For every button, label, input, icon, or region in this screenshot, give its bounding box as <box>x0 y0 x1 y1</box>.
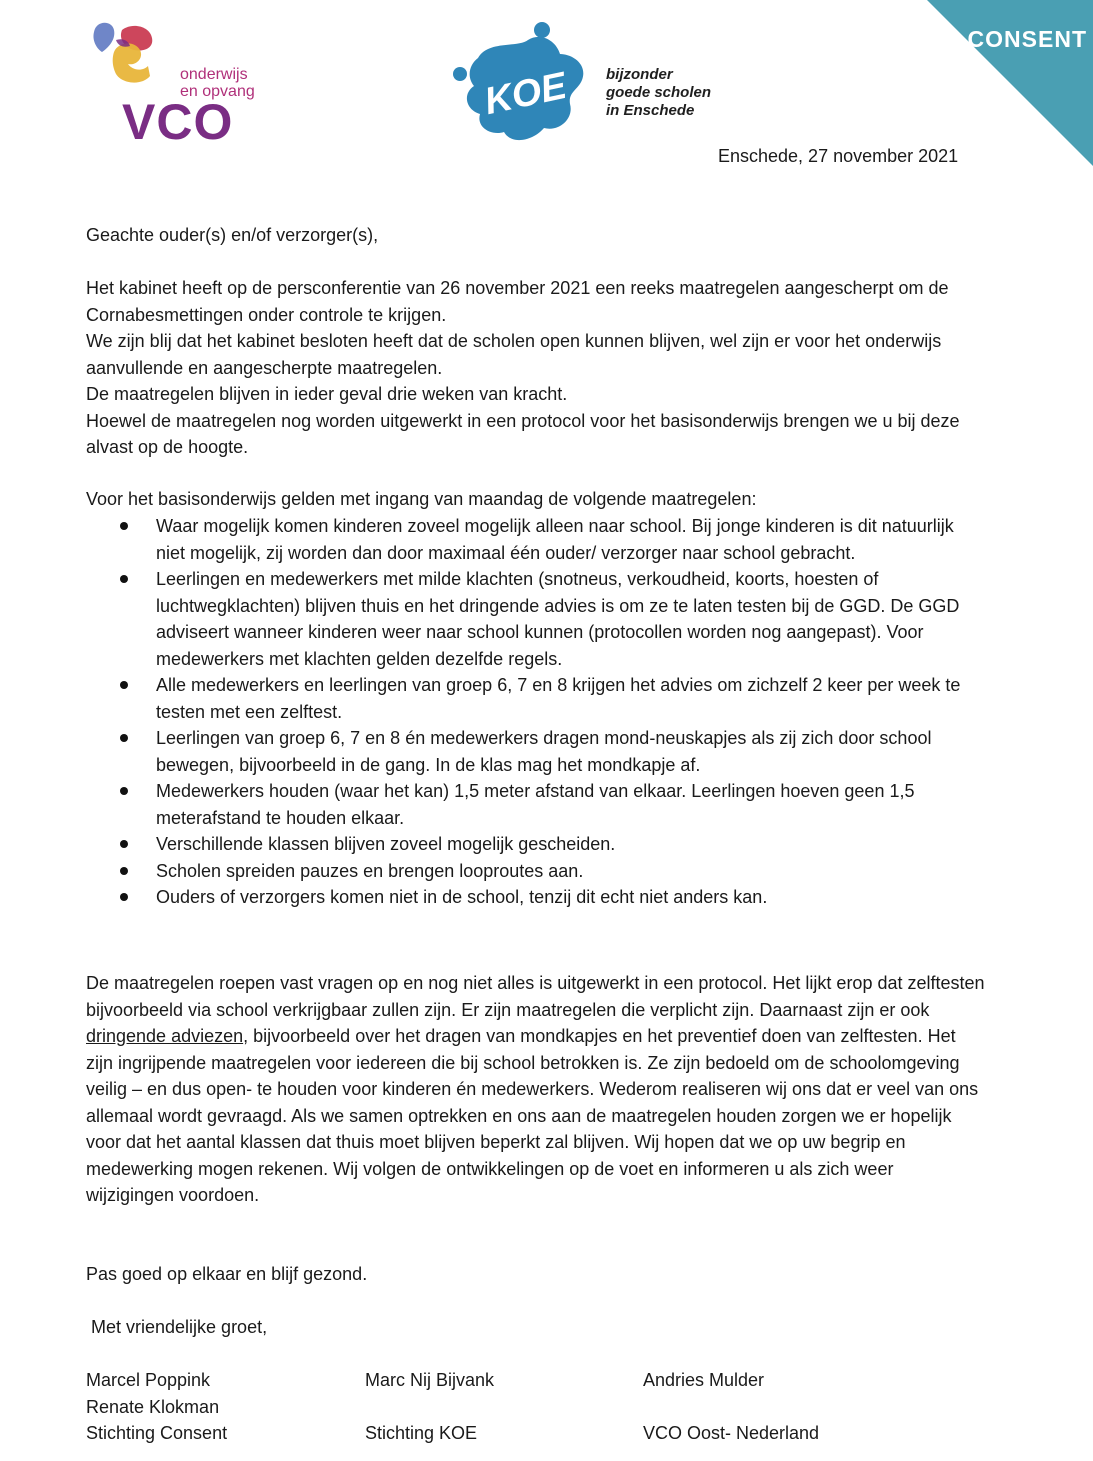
measure-item: Leerlingen en medewerkers met milde klachten (snotneus, verkoudheid, koorts, hoesten of luchtwegklachten) blijven thuis en het dringende advies is om ze te laten testen bij de GGD. De GGD adviseert wanneer kinderen weer naar school kunnen (protocollen worden nog aangepast). Voor medewerkers met klachten gelden dezelfde regels. <box>86 566 986 672</box>
signatory-name: Andries Mulder <box>643 1370 765 1390</box>
signatory-koe <box>365 1367 494 1447</box>
measure-item: Waar mogelijk komen kinderen zoveel mogelijk alleen naar school. Bij jonge kinderen is dit natuurlijk niet mogelijk, zij worden dan door maximaal één ouder/ verzorger naar school gebracht. <box>86 513 986 566</box>
measure-item: Leerlingen van groep 6, 7 en 8 én medewerkers dragen mond-neuskapjes als zij zich door school bewegen, bijvoorbeeld in de gang. In de klas mag het mondkapje af. <box>86 725 986 778</box>
signatory-vco <box>643 1367 819 1447</box>
measure-item: Medewerkers houden (waar het kan) 1,5 meter afstand van elkaar. Leerlingen hoeven geen 1,5 meterafstand te houden elkaar. <box>86 778 986 831</box>
bullet-icon <box>120 681 128 689</box>
closing-paragraph: De maatregelen roepen vast vragen op en nog niet alles is uitgewerkt in een protocol. Het lijkt erop dat zelftesten bijvoorbeeld via school verkrijgbaar zullen zijn. Er zijn maatregelen die verplicht zijn. Daarnaast zijn er ook dringende adviezen, bijvoorbeeld over het dragen van mondkapjes en het preventief doen van zelftesten. Het zijn ingrijpende maatregelen voor iedereen die bij school betrokken is. Ze zijn bedoeld om de schoolomgeving veilig – en dus open- te houden voor kinderen én medewerkers. Wederom realiseren wij ons dat er veel van ons allemaal wordt gevraagd. Als we samen optrekken en ons aan de maatregelen houden zorgen we er hopelijk voor dat het aantal klassen dat thuis moet blijven beperkt zal blijven. Wij hopen dat we op uw begrip en medewerking mogen rekenen. Wij volgen de ontwikkelingen op de voet en informeren u als zich weer wijzigingen voordoen. <box>86 973 985 1205</box>
intro-paragraph: Hoewel de maatregelen nog worden uitgewerkt in een protocol voor het basisonderwijs brengen we u bij deze alvast op de hoogte. <box>86 410 960 457</box>
intro-paragraph: We zijn blij dat het kabinet besloten heeft dat de scholen open kunnen blijven, wel zijn er voor het onderwijs aanvullende en aangescherpte maatregelen. <box>86 331 942 378</box>
bullet-icon <box>120 522 128 530</box>
koe-tagline: bijzonder goede scholen in Enschede <box>606 66 712 119</box>
koe-badge-text: KOE <box>480 64 571 124</box>
measure-item: Alle medewerkers en leerlingen van groep 6, 7 en 8 krijgen het advies om zichzelf 2 keer per week te testen met een zelftest. <box>86 672 986 725</box>
consent-corner-text: CONSENT <box>967 26 1087 52</box>
signatory-name: Marcel Poppink <box>86 1370 211 1390</box>
bullet-icon <box>120 734 128 742</box>
salutation: Geachte ouder(s) en/of verzorger(s), <box>86 225 379 245</box>
signatory-org: Stichting Consent <box>86 1423 228 1443</box>
greeting: Met vriendelijke groet, <box>91 1317 268 1337</box>
vco-logo <box>88 18 268 158</box>
vco-logo-mark <box>88 18 178 98</box>
bullet-icon <box>120 787 128 795</box>
signatory-name: Marc Nij Bijvank <box>365 1370 495 1390</box>
intro-paragraph: Het kabinet heeft op de persconferentie van 26 november 2021 een reeks maatregelen aangescherpt om de Cornabesmettingen onder controle te krijgen. <box>86 278 949 325</box>
measures-list <box>86 513 986 911</box>
closing-wish: Pas goed op elkaar en blijf gezond. <box>86 1264 368 1284</box>
signatory-org: Stichting KOE <box>365 1423 478 1443</box>
signatory-consent <box>86 1367 227 1447</box>
urgent-advice-text: dringende adviezen <box>86 1026 244 1046</box>
measure-item: Scholen spreiden pauzes en brengen looproutes aan. <box>86 858 986 885</box>
measure-item: Verschillende klassen blijven zoveel mogelijk gescheiden. <box>86 831 986 858</box>
measure-item: Ouders of verzorgers komen niet in de school, tenzij dit echt niet anders kan. <box>86 884 986 911</box>
intro-paragraph: De maatregelen blijven in ieder geval drie weken van kracht. <box>86 384 568 404</box>
intro-section <box>86 275 986 461</box>
vco-wordmark: VCO <box>122 94 234 150</box>
bullet-icon <box>120 840 128 848</box>
letter-date: Enschede, 27 november 2021 <box>718 146 959 166</box>
measures-intro: Voor het basisonderwijs gelden met ingang van maandag de volgende maatregelen: <box>86 489 757 509</box>
koe-splash-mark <box>448 18 598 154</box>
signatory-org: VCO Oost- Nederland <box>643 1423 820 1443</box>
consent-corner-banner <box>927 0 1093 166</box>
koe-logo <box>448 18 738 154</box>
vco-tagline: onderwijs en opvang <box>180 66 255 100</box>
consent-corner-shape <box>927 0 1093 166</box>
bullet-icon <box>120 867 128 875</box>
bullet-icon <box>120 893 128 901</box>
bullet-icon <box>120 575 128 583</box>
signatory-name: Renate Klokman <box>86 1396 220 1417</box>
